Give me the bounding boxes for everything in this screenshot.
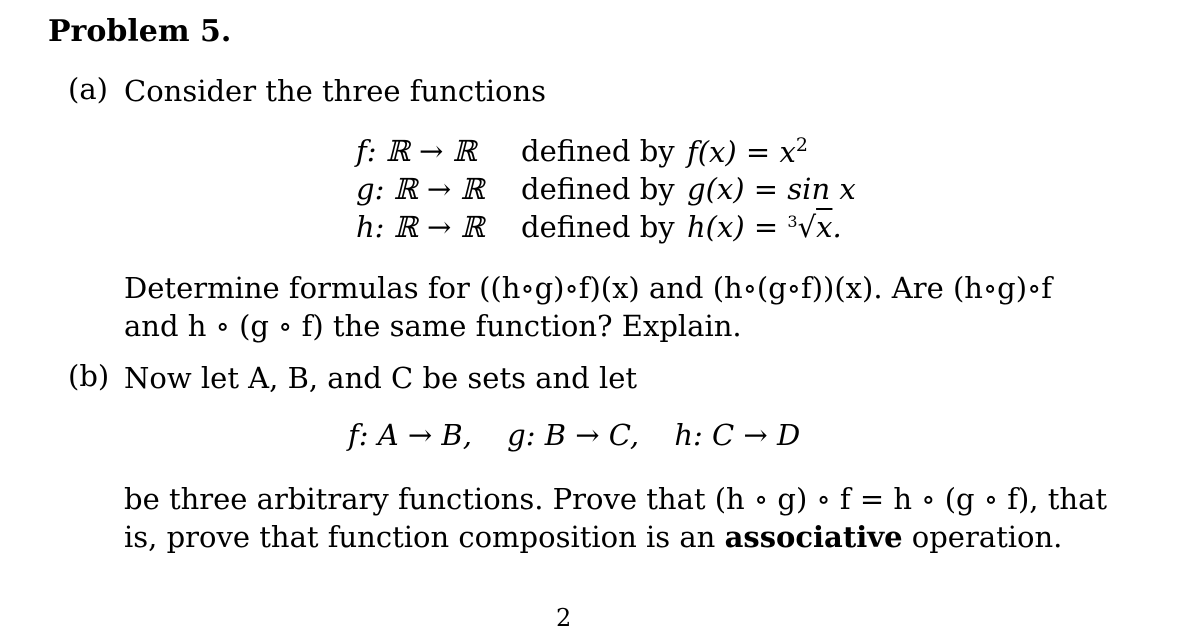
signature-f: f: A → B,	[348, 418, 472, 452]
definition-formula: $f(x) = x^2$	[687, 133, 808, 169]
definition-keyword: defined by	[521, 210, 675, 244]
function-definitions	[356, 132, 856, 246]
cube-root-sign: √	[797, 210, 817, 244]
part-b-body	[124, 480, 1134, 556]
body-line-1: be three arbitrary functions. Prove that (h ∘ g) ∘ f = h ∘ (g ∘ f), that	[124, 482, 1108, 516]
part-a-label: (a)	[68, 72, 108, 106]
definition-formula: g(x) = sin x	[687, 172, 856, 206]
part-a-question	[124, 269, 1134, 345]
definition-keyword: defined by	[521, 134, 675, 168]
definition-keyword: defined by	[521, 172, 675, 206]
definition-row-f	[356, 132, 856, 170]
definition-row-g	[356, 170, 856, 208]
signature-g: g: B → C,	[507, 418, 640, 452]
associative-emphasis: associative	[724, 520, 903, 554]
definition-signature: h: ℝ → ℝ	[356, 210, 485, 244]
part-a-intro: Consider the three functions	[124, 74, 547, 108]
function-signatures	[348, 418, 800, 452]
part-b-label: (b)	[68, 359, 110, 393]
part-b-intro: Now let A, B, and C be sets and let	[124, 361, 638, 395]
definition-formula: h(x) = $^3$√x.	[687, 210, 842, 244]
definition-signature: f: ℝ → ℝ	[356, 134, 477, 168]
definition-signature: g: ℝ → ℝ	[356, 172, 485, 206]
signature-h: h: C → D	[674, 418, 801, 452]
problem-title: Problem 5.	[48, 14, 232, 49]
body-line-2: is, prove that function composition is an associative operation.	[124, 520, 1063, 554]
definition-row-h	[356, 208, 856, 246]
question-line-2: and h ∘ (g ∘ f) the same function? Explain.	[124, 309, 742, 343]
page-number: 2	[556, 604, 572, 632]
question-line-1: Determine formulas for ((h∘g)∘f)(x) and (h∘(g∘f))(x). Are (h∘g)∘f	[124, 271, 1053, 305]
